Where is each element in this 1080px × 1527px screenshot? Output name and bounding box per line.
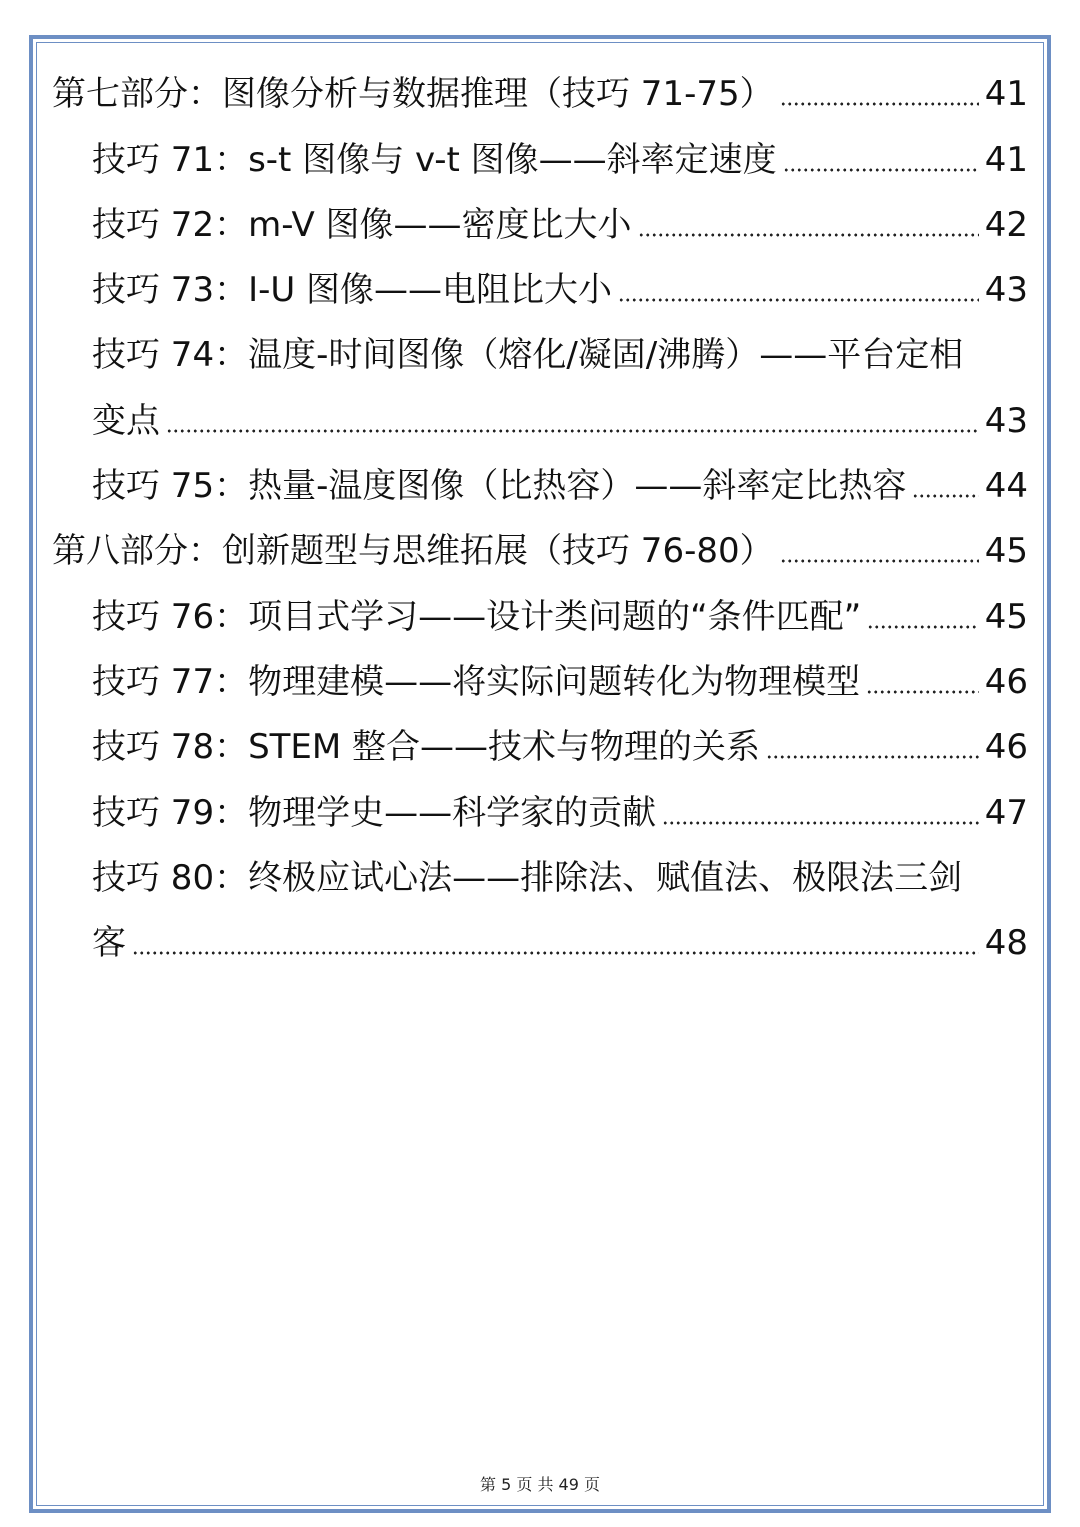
- toc-dot-leader: [867, 624, 978, 630]
- toc-entry-80[interactable]: [52, 838, 1028, 903]
- toc-entry-title: 客: [92, 923, 126, 964]
- toc-entry-79[interactable]: [52, 772, 1028, 837]
- toc-entry-title: 技巧 80：终极应试心法——排除法、赋值法、极限法三剑: [92, 857, 963, 898]
- toc-dot-leader: [618, 297, 979, 303]
- toc-dot-leader: [766, 754, 979, 760]
- toc-dot-leader: [780, 558, 979, 564]
- toc-dot-leader: [780, 101, 979, 107]
- page-footer: 第 5 页 共 49 页: [480, 1475, 600, 1494]
- toc-dot-leader: [638, 232, 979, 238]
- toc-entry-75[interactable]: [52, 446, 1028, 511]
- toc-dot-leader: [166, 428, 979, 434]
- toc-entry-title: 技巧 77：物理建模——将实际问题转化为物理模型: [92, 661, 861, 702]
- toc-page-number: 41: [984, 74, 1028, 115]
- toc-entry-80-continued[interactable]: [52, 903, 1028, 968]
- toc-page-number: 46: [984, 661, 1028, 702]
- toc-page-number: 47: [984, 792, 1028, 833]
- toc-entry-title: 技巧 79：物理学史——科学家的贡献: [92, 792, 657, 833]
- toc-entry-title: 技巧 74：温度-时间图像（熔化/凝固/沸腾）——平台定相: [92, 335, 964, 376]
- toc-entry-72[interactable]: [52, 185, 1028, 250]
- toc-page-number: 41: [984, 139, 1028, 180]
- toc-dot-leader: [866, 689, 979, 695]
- toc-entry-74[interactable]: [52, 315, 1028, 380]
- toc-dot-leader: [783, 167, 979, 173]
- toc-section-8[interactable]: [52, 511, 1028, 576]
- toc-entry-73[interactable]: [52, 250, 1028, 315]
- toc-entry-77[interactable]: [52, 642, 1028, 707]
- toc-page-number: 42: [984, 204, 1028, 245]
- toc-entry-76[interactable]: [52, 576, 1028, 641]
- toc-entry-71[interactable]: [52, 119, 1028, 184]
- toc-entry-title: 技巧 76：项目式学习——设计类问题的“条件匹配”: [92, 596, 862, 637]
- toc-page-number: 43: [984, 400, 1028, 441]
- toc-page-number: 43: [984, 270, 1028, 311]
- toc-entry-74-continued[interactable]: [52, 380, 1028, 445]
- toc-dot-leader: [662, 820, 979, 826]
- toc-entry-title: 变点: [92, 400, 160, 441]
- toc-page-number: 46: [984, 727, 1028, 768]
- toc-entry-title: 技巧 71：s-t 图像与 v-t 图像——斜率定速度: [92, 139, 777, 180]
- toc-entry-title: 第七部分：图像分析与数据推理（技巧 71-75）: [52, 74, 774, 115]
- toc-dot-leader: [132, 950, 979, 956]
- toc-entry-title: 技巧 75：热量-温度图像（比热容）——斜率定比热容: [92, 466, 907, 507]
- toc-section-7[interactable]: [52, 54, 1028, 119]
- toc-dot-leader: [912, 493, 978, 499]
- table-of-contents: [52, 54, 1028, 968]
- toc-page-number: 48: [984, 923, 1028, 964]
- toc-page-number: 45: [984, 531, 1028, 572]
- toc-entry-title: 技巧 78：STEM 整合——技术与物理的关系: [92, 727, 761, 768]
- toc-page-number: 44: [984, 466, 1028, 507]
- toc-page-number: 45: [984, 596, 1028, 637]
- toc-entry-title: 第八部分：创新题型与思维拓展（技巧 76-80）: [52, 531, 774, 572]
- toc-entry-78[interactable]: [52, 707, 1028, 772]
- toc-entry-title: 技巧 73：I-U 图像——电阻比大小: [92, 270, 613, 311]
- toc-entry-title: 技巧 72：m-V 图像——密度比大小: [92, 204, 632, 245]
